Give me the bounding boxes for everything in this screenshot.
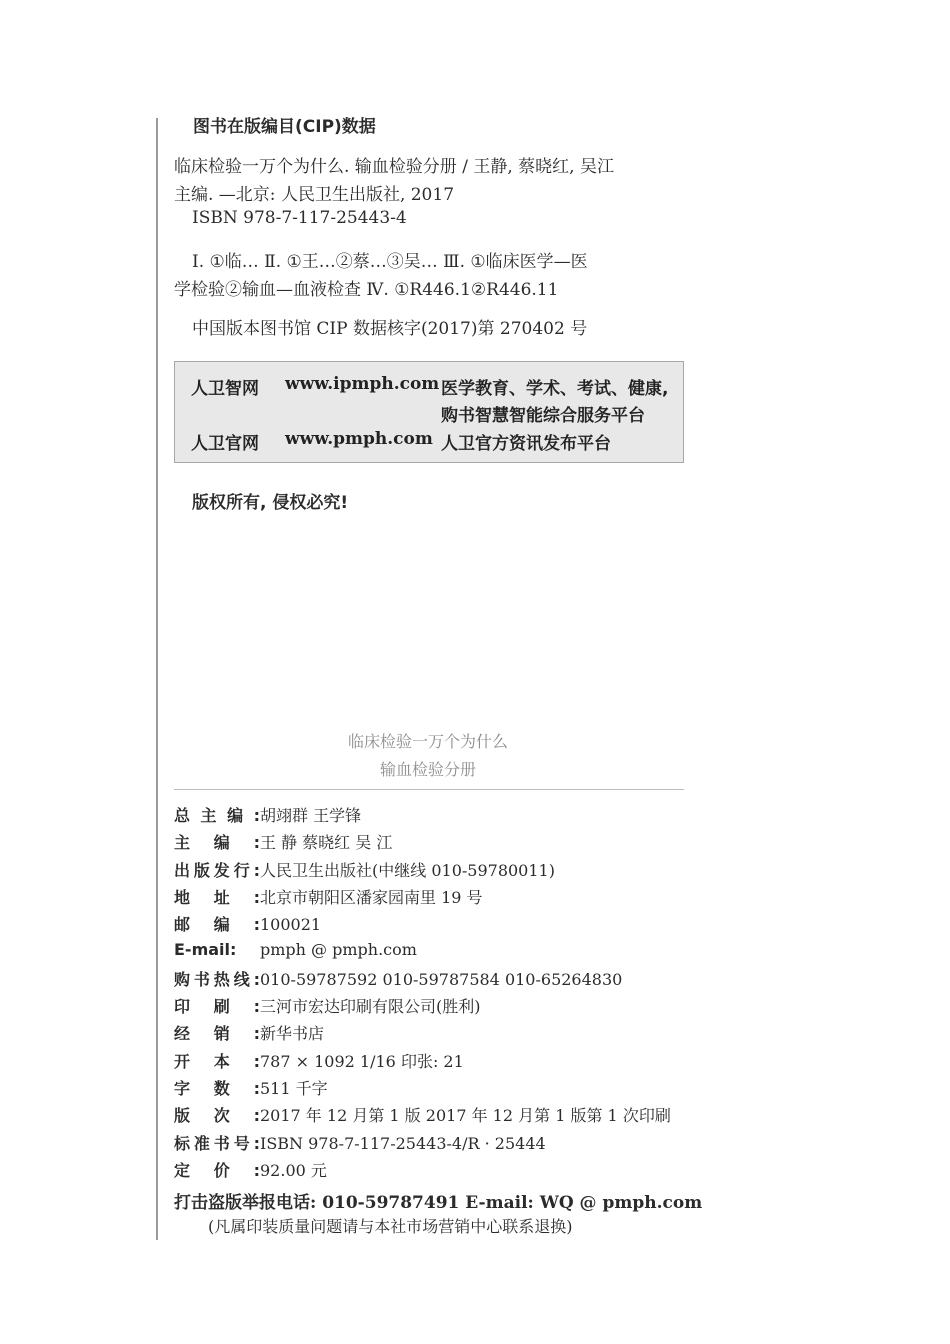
detail-row: [174, 1076, 328, 1099]
detail-label: 印刷:: [174, 997, 260, 1016]
ipmph-desc-a: 医学教育、学术、考试、健康,: [441, 379, 669, 399]
detail-value: 511 千字: [260, 1079, 328, 1098]
detail-value: 三河市宏达印刷有限公司(胜利): [260, 997, 481, 1016]
detail-value: 010-59787592 010-59787584 010-65264830: [260, 970, 623, 989]
detail-row: [174, 1158, 327, 1181]
detail-label: 定价:: [174, 1161, 260, 1180]
book-subtitle: 输血检验分册: [379, 760, 476, 779]
detail-label: 经销:: [174, 1024, 260, 1043]
ipmph-name: 人卫智网: [191, 379, 259, 399]
piracy-report-line: 打击盗版举报电话: 010-59787491 E-mail: WQ @ pmph.com: [174, 1193, 703, 1213]
cip-book-line-2: 主编. —北京: 人民卫生出版社, 2017: [174, 185, 455, 205]
detail-value: ISBN 978-7-117-25443-4/R · 25444: [260, 1134, 546, 1153]
cip-book-line-1: 临床检验一万个为什么. 输血检验分册 / 王静, 蔡晓红, 吴江: [174, 157, 614, 177]
detail-label: 字数:: [174, 1079, 260, 1098]
detail-value: 胡翊群 王学锋: [260, 806, 362, 825]
detail-value: 北京市朝阳区潘家园南里 19 号: [260, 888, 483, 907]
pmph-url[interactable]: www.pmph.com: [285, 429, 433, 449]
detail-value: 新华书店: [260, 1024, 325, 1043]
book-title: 临床检验一万个为什么: [347, 732, 508, 751]
detail-value: 王 静 蔡晓红 吴 江: [260, 833, 393, 852]
detail-row: [174, 1021, 324, 1044]
cip-classification-2: 学检验②输血—血液检查 Ⅳ. ①R446.1②R446.11: [174, 280, 559, 300]
detail-label: 地址:: [174, 888, 260, 907]
detail-row: [174, 994, 481, 1017]
detail-row: [174, 858, 555, 881]
detail-row: [174, 1049, 464, 1072]
detail-label: E-mail:: [174, 940, 237, 959]
detail-label: 标准书号:: [174, 1134, 260, 1153]
detail-value: 2017 年 12 月第 1 版 2017 年 12 月第 1 版第 1 次印刷: [260, 1106, 671, 1125]
detail-row: [174, 912, 321, 935]
detail-row: [174, 967, 622, 990]
pmph-name: 人卫官网: [191, 434, 259, 454]
cip-isbn: ISBN 978-7-117-25443-4: [192, 208, 407, 228]
ipmph-url[interactable]: www.ipmph.com: [285, 374, 440, 394]
quality-note: (凡属印装质量问题请与本社市场营销中心联系退换): [208, 1217, 573, 1236]
detail-label: 主编:: [174, 833, 260, 852]
cip-classification-1: Ⅰ. ①临… Ⅱ. ①王…②蔡…③吴… Ⅲ. ①临床医学—医: [192, 252, 588, 272]
detail-row: [174, 803, 361, 826]
website-info-box: [174, 361, 684, 463]
detail-value: 100021: [260, 915, 322, 934]
detail-label: 出版发行:: [174, 861, 260, 880]
ipmph-desc-b: 购书智慧智能综合服务平台: [441, 406, 645, 426]
detail-value: 人民卫生出版社(中继线 010-59780011): [260, 861, 555, 880]
detail-row: [174, 830, 392, 853]
detail-label: 购书热线:: [174, 970, 260, 989]
detail-value: 787 × 1092 1/16 印张: 21: [260, 1052, 464, 1071]
copyright-notice: 版权所有, 侵权必究!: [192, 493, 349, 513]
detail-value: 92.00 元: [260, 1161, 327, 1180]
pmph-desc: 人卫官方资讯发布平台: [441, 434, 611, 454]
margin-rule: [156, 118, 158, 1240]
cip-title: 图书在版编目(CIP)数据: [193, 117, 376, 137]
separator-line: [174, 789, 684, 790]
detail-row: [174, 1131, 546, 1154]
detail-label: 开本:: [174, 1052, 260, 1071]
detail-label: 邮编:: [174, 915, 260, 934]
detail-value: pmph @ pmph.com: [260, 940, 417, 959]
cip-library-number: 中国版本图书馆 CIP 数据核字(2017)第 270402 号: [192, 319, 588, 339]
detail-label: 总主编:: [174, 806, 260, 825]
detail-label: 版次:: [174, 1106, 260, 1125]
detail-row: [174, 1103, 671, 1126]
detail-row: [174, 940, 417, 959]
detail-row: [174, 885, 483, 908]
